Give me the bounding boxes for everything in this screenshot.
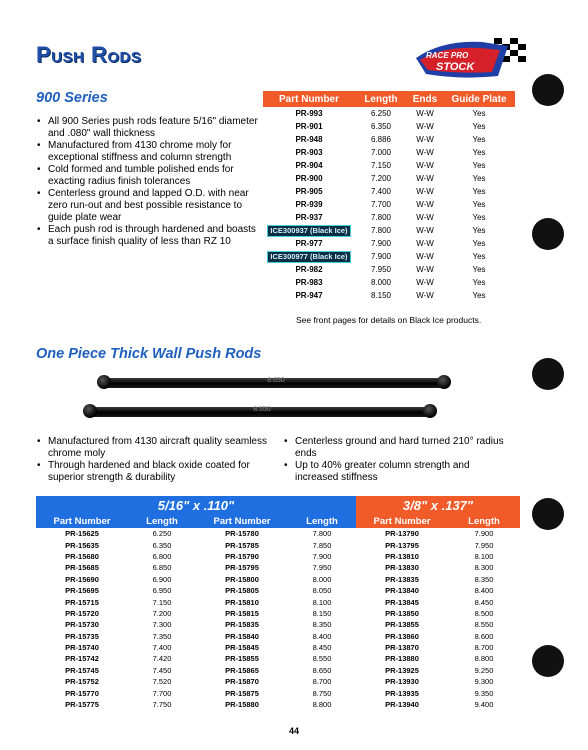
table-row — [36, 631, 520, 642]
part-number-cell: PR-13930 — [385, 677, 419, 687]
guide-cell: Yes — [472, 161, 486, 170]
table-row — [263, 146, 515, 159]
part-number-cell: PR-15715 — [65, 597, 99, 607]
col-header-part-number: Part Number — [196, 514, 288, 528]
ends-cell: W-W — [416, 174, 434, 183]
ends-cell: W-W — [416, 239, 434, 248]
length-cell: 9.250 — [474, 665, 494, 675]
ends-cell: W-W — [416, 278, 434, 287]
length-cell: 7.900 — [474, 529, 494, 539]
part-number-cell: PR-15875 — [225, 688, 259, 698]
length-cell: 7.000 — [370, 148, 392, 157]
part-number-cell: PR-939 — [295, 200, 323, 209]
feature-bullet: • Centerless ground and lapped O.D. with near zero run-out and best possible resistance to guide plate wear — [48, 188, 260, 224]
length-cell: 6.886 — [370, 135, 392, 144]
length-cell: 8.350 — [474, 574, 494, 584]
part-number-cell: PR-13845 — [385, 597, 419, 607]
length-cell: 7.520 — [152, 677, 172, 687]
col-header-ends: Ends — [407, 91, 443, 107]
col-header-guide-plate: Guide Plate — [443, 91, 515, 107]
length-cell: 8.800 — [474, 654, 494, 664]
part-number-cell: PR-15810 — [225, 597, 259, 607]
guide-cell: Yes — [472, 200, 486, 209]
part-number-cell: PR-15855 — [225, 654, 259, 664]
group-title-5-16: 5/16" x .110" — [36, 496, 356, 514]
one-piece-table — [36, 496, 520, 710]
part-number-cell: PR-905 — [295, 187, 323, 196]
svg-text:RACE PRO: RACE PRO — [426, 51, 469, 60]
part-number-cell: PR-15690 — [65, 574, 99, 584]
guide-cell: Yes — [472, 278, 486, 287]
length-cell: 9.350 — [474, 688, 494, 698]
length-cell: 7.150 — [152, 597, 172, 607]
brand-logo — [412, 36, 528, 82]
length-cell: 7.150 — [370, 161, 392, 170]
part-number-cell: PR-937 — [295, 213, 323, 222]
length-cell: 8.450 — [312, 643, 332, 653]
part-number-cell: PR-15785 — [225, 540, 259, 550]
length-cell: 6.800 — [152, 551, 172, 561]
black-ice-badge: ICE300977 (Black Ice) — [267, 251, 350, 263]
length-cell: 6.250 — [370, 109, 392, 118]
length-cell: 8.050 — [312, 586, 332, 596]
part-number-cell: PR-948 — [295, 135, 323, 144]
length-cell: 7.800 — [370, 226, 392, 235]
length-cell: 8.100 — [474, 551, 494, 561]
rod-length-label: 8.550 — [253, 406, 271, 413]
guide-cell: Yes — [472, 174, 486, 183]
ends-cell: W-W — [416, 252, 434, 261]
table-row — [263, 185, 515, 198]
part-number-cell: PR-13870 — [385, 643, 419, 653]
table-row — [263, 172, 515, 185]
part-number-cell: PR-15735 — [65, 631, 99, 641]
length-cell: 7.400 — [152, 643, 172, 653]
table-row — [263, 159, 515, 172]
part-number-cell: PR-15780 — [225, 529, 259, 539]
length-cell: 7.900 — [312, 551, 332, 561]
table-row — [36, 608, 520, 619]
guide-cell: Yes — [472, 239, 486, 248]
part-number-cell: PR-15840 — [225, 631, 259, 641]
table-row — [36, 574, 520, 585]
ends-cell: W-W — [416, 135, 434, 144]
length-cell: 7.950 — [312, 563, 332, 573]
col-header-part-number: Part Number — [356, 514, 448, 528]
ends-cell: W-W — [416, 187, 434, 196]
length-cell: 7.950 — [370, 265, 392, 274]
length-cell: 7.200 — [152, 608, 172, 618]
length-cell: 7.450 — [152, 665, 172, 675]
part-number-cell: PR-15775 — [65, 700, 99, 710]
table-row — [36, 676, 520, 687]
ends-cell: W-W — [416, 148, 434, 157]
part-number-cell: PR-15815 — [225, 608, 259, 618]
length-cell: 8.700 — [474, 643, 494, 653]
length-cell: 6.350 — [370, 122, 392, 131]
table-row — [263, 120, 515, 133]
part-number-cell: PR-13925 — [385, 665, 419, 675]
feature-bullet: • All 900 Series push rods feature 5/16" diameter and .080" wall thickness — [48, 116, 260, 140]
table-row — [36, 687, 520, 698]
ends-cell: W-W — [416, 291, 434, 300]
length-cell: 6.900 — [152, 574, 172, 584]
push-rod-image — [104, 378, 444, 388]
feature-bullet: • Centerless ground and hard turned 210° radius ends — [295, 436, 505, 460]
guide-cell: Yes — [472, 291, 486, 300]
binder-hole — [532, 645, 564, 677]
part-number-cell: PR-13940 — [385, 700, 419, 710]
guide-cell: Yes — [472, 265, 486, 274]
guide-cell: Yes — [472, 187, 486, 196]
part-number-cell: PR-903 — [295, 148, 323, 157]
length-cell: 8.550 — [474, 620, 494, 630]
series-900-table — [263, 91, 515, 302]
part-number-cell: PR-15740 — [65, 643, 99, 653]
part-number-cell: PR-15625 — [65, 529, 99, 539]
part-number-cell: PR-15635 — [65, 540, 99, 550]
part-number-cell: PR-13810 — [385, 551, 419, 561]
length-cell: 7.800 — [312, 529, 332, 539]
length-cell: 8.400 — [312, 631, 332, 641]
ends-cell: W-W — [416, 200, 434, 209]
length-cell: 8.000 — [370, 278, 392, 287]
col-header-length: Length — [288, 514, 356, 528]
ends-cell: W-W — [416, 161, 434, 170]
length-cell: 8.150 — [370, 291, 392, 300]
length-cell: 8.650 — [312, 665, 332, 675]
rod-length-label: 8.650 — [267, 377, 285, 384]
table-row — [263, 250, 515, 263]
binder-hole — [532, 218, 564, 250]
length-cell: 8.600 — [474, 631, 494, 641]
table-row — [263, 276, 515, 289]
group-title-3-8: 3/8" x .137" — [356, 496, 520, 514]
black-ice-note: See front pages for details on Black Ice products. — [296, 315, 482, 325]
part-number-cell: PR-15795 — [225, 563, 259, 573]
length-cell: 7.800 — [370, 213, 392, 222]
part-number-cell: PR-15695 — [65, 586, 99, 596]
length-cell: 8.300 — [474, 563, 494, 573]
col-header-part-number: Part Number — [36, 514, 128, 528]
part-number-cell: PR-947 — [295, 291, 323, 300]
series-900-heading: 900 Series — [36, 90, 108, 106]
length-cell: 8.450 — [474, 597, 494, 607]
ends-cell: W-W — [416, 226, 434, 235]
one-piece-features-left — [36, 436, 276, 484]
length-cell: 9.300 — [474, 677, 494, 687]
part-number-cell: PR-904 — [295, 161, 323, 170]
guide-cell: Yes — [472, 148, 486, 157]
guide-cell: Yes — [472, 122, 486, 131]
part-number-cell: PR-13850 — [385, 608, 419, 618]
table-row — [36, 596, 520, 607]
part-number-cell: PR-901 — [295, 122, 323, 131]
table-row — [36, 551, 520, 562]
table-row — [36, 562, 520, 573]
svg-text:STOCK: STOCK — [436, 61, 475, 73]
part-number-cell: PR-993 — [295, 109, 323, 118]
length-cell: 7.350 — [152, 631, 172, 641]
length-cell: 7.900 — [370, 239, 392, 248]
part-number-cell: PR-13790 — [385, 529, 419, 539]
part-number-cell: PR-13835 — [385, 574, 419, 584]
guide-cell: Yes — [472, 226, 486, 235]
series-900-features — [36, 116, 260, 248]
length-cell: 7.700 — [152, 688, 172, 698]
table-row — [263, 211, 515, 224]
part-number-cell — [263, 224, 355, 237]
table-row — [263, 237, 515, 250]
part-number-cell: PR-13855 — [385, 620, 419, 630]
table-row — [263, 224, 515, 237]
part-number-cell: PR-900 — [295, 174, 323, 183]
table-row — [263, 198, 515, 211]
feature-bullet: • Each push rod is through hardened and boasts a surface finish quality of less than RZ 10 — [48, 224, 260, 248]
part-number-cell: PR-982 — [295, 265, 323, 274]
part-number-cell: PR-15752 — [65, 677, 99, 687]
table-row — [36, 585, 520, 596]
table-row — [36, 699, 520, 710]
ends-cell: W-W — [416, 265, 434, 274]
length-cell: 8.700 — [312, 677, 332, 687]
length-cell: 6.350 — [152, 540, 172, 550]
guide-cell: Yes — [472, 135, 486, 144]
part-number-cell: PR-15745 — [65, 665, 99, 675]
length-cell: 8.400 — [474, 586, 494, 596]
guide-cell: Yes — [472, 109, 486, 118]
length-cell: 7.400 — [370, 187, 392, 196]
feature-bullet: • Cold formed and tumble polished ends for exacting radius finish tolerances — [48, 164, 260, 188]
part-number-cell: PR-15770 — [65, 688, 99, 698]
part-number-cell: PR-15742 — [65, 654, 99, 664]
part-number-cell — [263, 250, 355, 263]
col-header-length: Length — [355, 91, 407, 107]
table-row — [36, 528, 520, 539]
ends-cell: W-W — [416, 213, 434, 222]
length-cell: 7.750 — [152, 700, 172, 710]
col-header-part-number: Part Number — [263, 91, 355, 107]
length-cell: 6.250 — [152, 529, 172, 539]
ends-cell: W-W — [416, 122, 434, 131]
table-row — [263, 107, 515, 120]
length-cell: 7.420 — [152, 654, 172, 664]
length-cell: 8.800 — [312, 700, 332, 710]
table-row — [36, 653, 520, 664]
length-cell: 7.700 — [370, 200, 392, 209]
binder-hole — [532, 74, 564, 106]
table-row — [36, 665, 520, 676]
one-piece-heading: One Piece Thick Wall Push Rods — [36, 346, 262, 362]
length-cell: 8.500 — [474, 608, 494, 618]
part-number-cell: PR-15730 — [65, 620, 99, 630]
col-header-length: Length — [128, 514, 196, 528]
part-number-cell: PR-13860 — [385, 631, 419, 641]
length-cell: 8.000 — [312, 574, 332, 584]
length-cell: 7.200 — [370, 174, 392, 183]
length-cell: 6.950 — [152, 586, 172, 596]
length-cell: 6.850 — [152, 563, 172, 573]
part-number-cell: PR-15865 — [225, 665, 259, 675]
part-number-cell: PR-13880 — [385, 654, 419, 664]
push-rod-image — [90, 407, 430, 417]
guide-cell: Yes — [472, 252, 486, 261]
length-cell: 8.550 — [312, 654, 332, 664]
feature-bullet: • Through hardened and black oxide coated for superior strength & durability — [48, 460, 276, 484]
page-number: 44 — [288, 726, 299, 736]
part-number-cell: PR-13840 — [385, 586, 419, 596]
part-number-cell: PR-15870 — [225, 677, 259, 687]
part-number-cell: PR-15845 — [225, 643, 259, 653]
table-row — [263, 263, 515, 276]
part-number-cell: PR-15800 — [225, 574, 259, 584]
feature-bullet: • Manufactured from 4130 chrome moly for exceptional stiffness and column strength — [48, 140, 260, 164]
length-cell: 8.350 — [312, 620, 332, 630]
part-number-cell: PR-13935 — [385, 688, 419, 698]
part-number-cell: PR-15790 — [225, 551, 259, 561]
ends-cell: W-W — [416, 109, 434, 118]
table-row — [36, 642, 520, 653]
part-number-cell: PR-15685 — [65, 563, 99, 573]
table-row — [36, 619, 520, 630]
length-cell: 8.100 — [312, 597, 332, 607]
binder-hole — [532, 358, 564, 390]
black-ice-badge: ICE300937 (Black Ice) — [267, 225, 350, 237]
one-piece-features-right — [283, 436, 505, 484]
part-number-cell: PR-15835 — [225, 620, 259, 630]
length-cell: 7.950 — [474, 540, 494, 550]
part-number-cell: PR-15805 — [225, 586, 259, 596]
length-cell: 9.400 — [474, 700, 494, 710]
part-number-cell: PR-977 — [295, 239, 323, 248]
length-cell: 7.850 — [312, 540, 332, 550]
table-row — [263, 133, 515, 146]
part-number-cell: PR-15880 — [225, 700, 259, 710]
binder-hole — [532, 498, 564, 530]
length-cell: 7.900 — [370, 252, 392, 261]
table-row — [263, 289, 515, 302]
length-cell: 8.150 — [312, 608, 332, 618]
length-cell: 7.300 — [152, 620, 172, 630]
part-number-cell: PR-15680 — [65, 551, 99, 561]
feature-bullet: • Manufactured from 4130 aircraft quality seamless chrome moly — [48, 436, 276, 460]
part-number-cell: PR-13795 — [385, 540, 419, 550]
page-title: Push Rods — [36, 42, 142, 67]
guide-cell: Yes — [472, 213, 486, 222]
table-row — [36, 539, 520, 550]
feature-bullet: • Up to 40% greater column strength and increased stiffness — [295, 460, 505, 484]
length-cell: 8.750 — [312, 688, 332, 698]
col-header-length: Length — [448, 514, 520, 528]
part-number-cell: PR-15720 — [65, 608, 99, 618]
part-number-cell: PR-13830 — [385, 563, 419, 573]
part-number-cell: PR-983 — [295, 278, 323, 287]
